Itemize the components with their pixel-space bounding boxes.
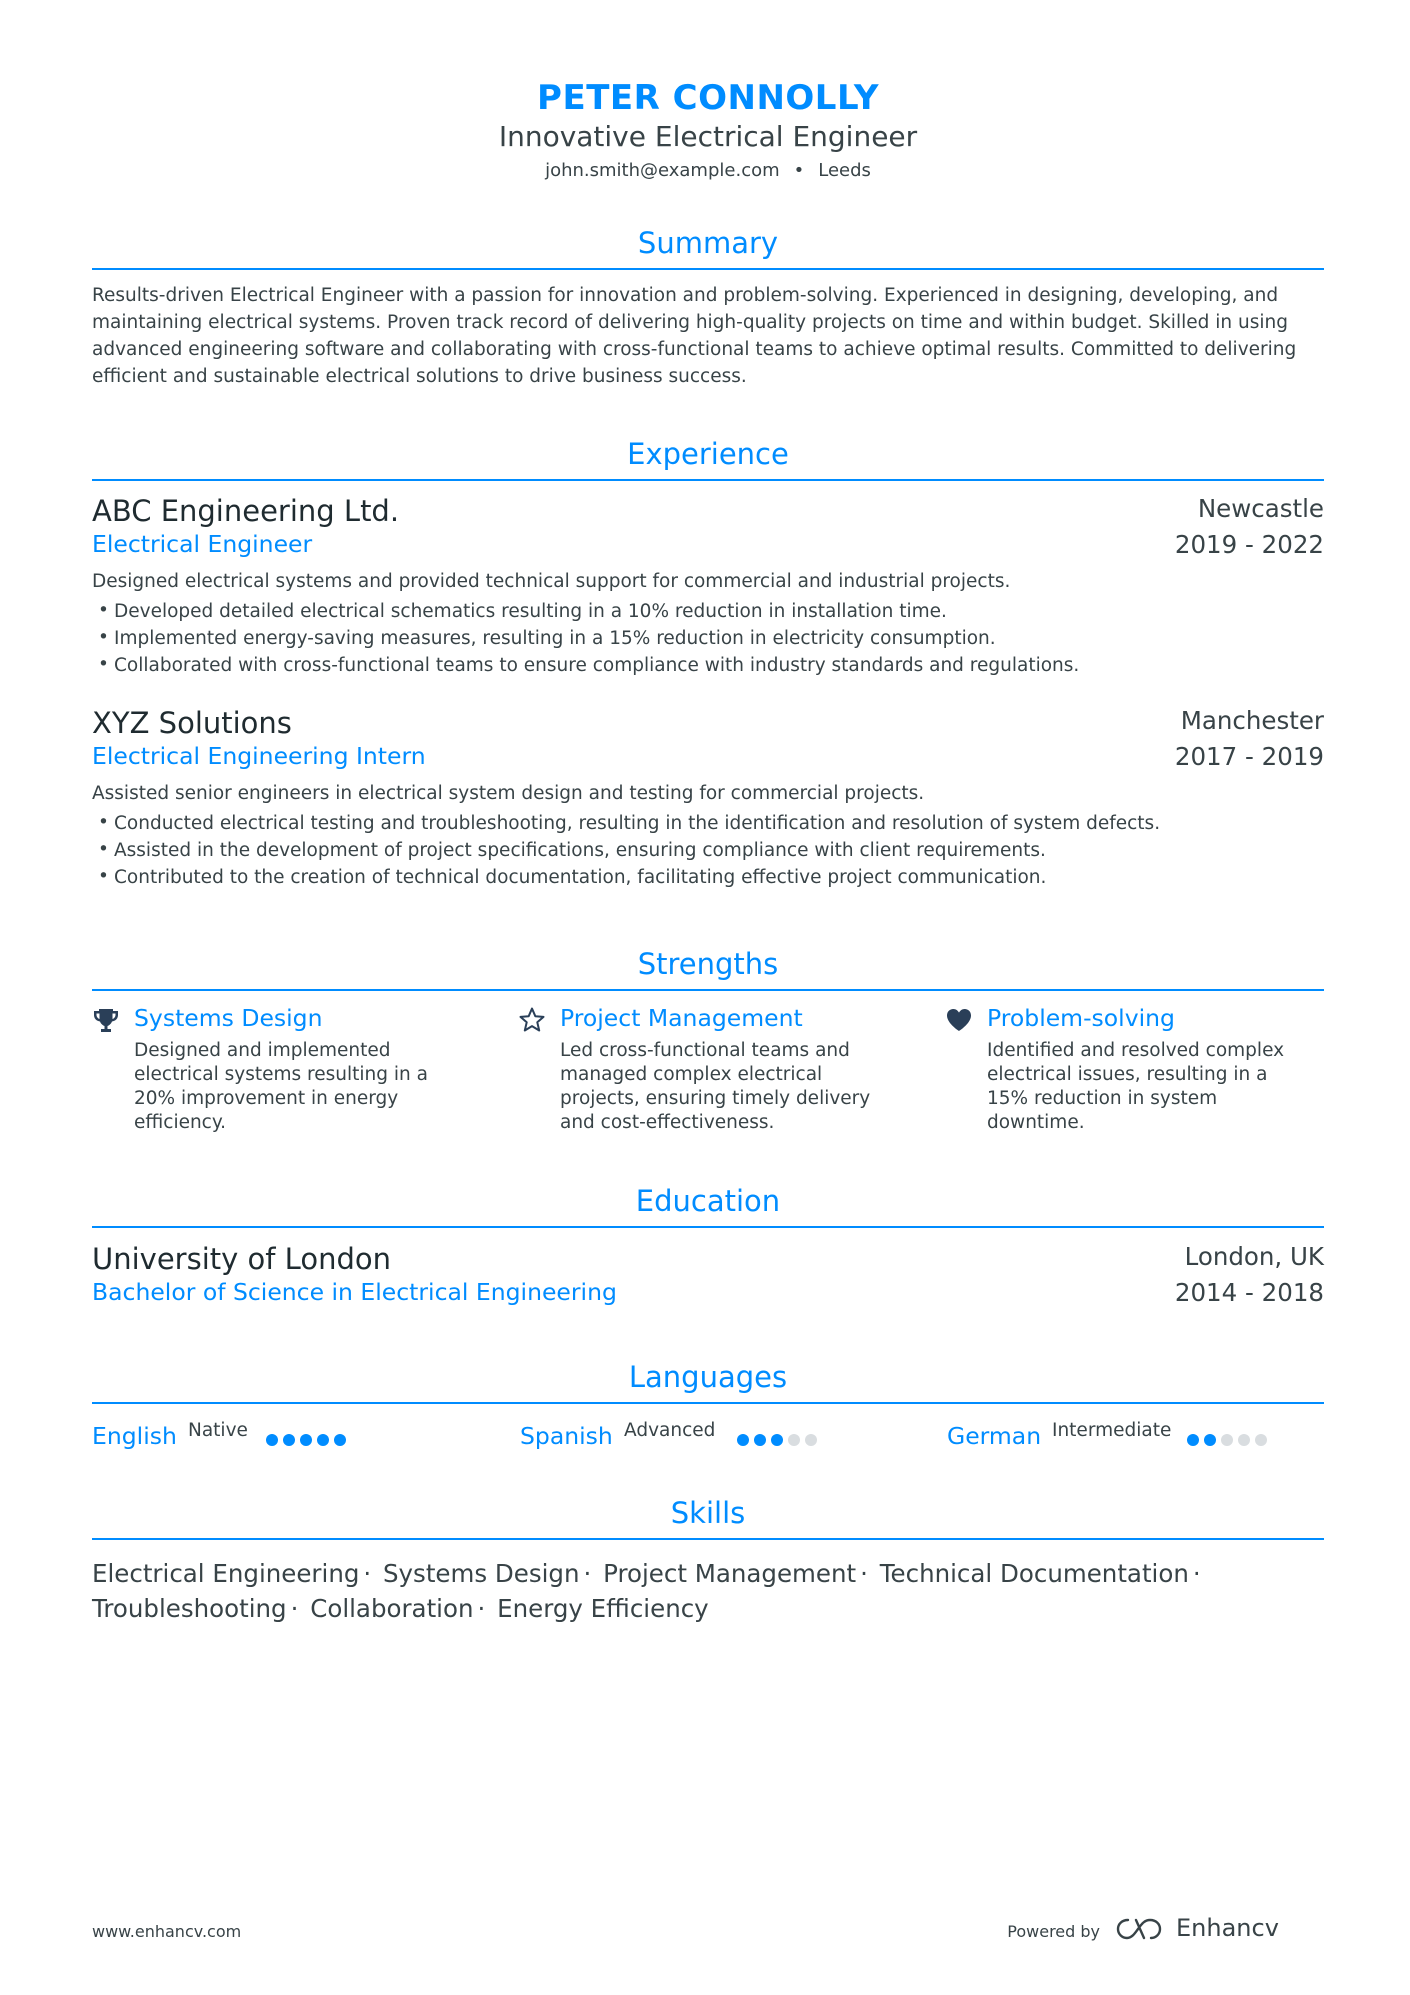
job-description: Designed electrical systems and provided technical support for commercial and industrial projects.: [92, 571, 1011, 592]
education-dates: 2014 - 2018: [1174, 1278, 1324, 1307]
skill-item: Collaboration: [310, 1594, 474, 1623]
job-bullet: • Conducted electrical testing and troubleshooting, resulting in the identification and resolution of system defects.: [92, 810, 1324, 837]
company-name: ABC Engineering Ltd.: [92, 494, 400, 528]
language-level: Advanced: [624, 1420, 716, 1441]
brand-logo[interactable]: [1114, 1914, 1314, 1944]
rating-dot: [737, 1434, 749, 1446]
languages-heading: Languages: [628, 1360, 788, 1394]
job-location: Manchester: [1180, 706, 1324, 735]
strengths-divider: [92, 989, 1324, 991]
rating-dot: [283, 1434, 295, 1446]
language-rating: [266, 1431, 351, 1443]
job-bullets: [92, 810, 1324, 891]
language-rating: [1187, 1431, 1272, 1443]
strength-description: Identified and resolved complex electrical issues, resulting in a 15% reduction in system downtime.: [987, 1040, 1285, 1133]
skill-separator: ·: [860, 1559, 868, 1588]
job-role: Electrical Engineer: [92, 530, 313, 558]
skill-separator: ·: [290, 1594, 299, 1623]
job-bullet: • Collaborated with cross-functional teams to ensure compliance with industry standards and regulations.: [92, 652, 1324, 679]
language-name: English: [92, 1422, 177, 1450]
job-role: Electrical Engineering Intern: [92, 742, 426, 770]
job-bullet: • Contributed to the creation of technical documentation, facilitating effective project communication.: [92, 864, 1324, 891]
candidate-name: PETER CONNOLLY: [537, 78, 879, 118]
skill-item: Technical Documentation: [879, 1559, 1189, 1588]
job-bullet: • Developed detailed electrical schematics resulting in a 10% reduction in installation time.: [92, 598, 1324, 625]
job-dates: 2019 - 2022: [1174, 530, 1324, 559]
strength-name: Problem-solving: [987, 1004, 1175, 1032]
summary-text: Results-driven Electrical Engineer with a passion for innovation and problem-solving. Experienced in designing, developing, and maintaining electrical systems. Proven track record of delivering high-quality projects on time and within budget. Skilled in using advanced engineering software and collaborating with cross-functional teams to achieve optimal results. Committed to delivering efficient and sustainable electrical solutions to drive business success.: [92, 285, 1297, 387]
school-location: London, UK: [1184, 1242, 1324, 1271]
experience-heading: Experience: [627, 437, 789, 471]
trophy-icon: [92, 1006, 120, 1034]
skill-separator: ·: [1192, 1559, 1201, 1588]
strengths-heading: Strengths: [637, 947, 779, 981]
job-dates: 2017 - 2019: [1174, 742, 1324, 771]
brand-name: Enhancv: [1176, 1914, 1279, 1942]
languages-divider: [92, 1402, 1324, 1404]
rating-dot: [771, 1434, 783, 1446]
star-icon: [518, 1006, 546, 1034]
skill-item: Energy Efficiency: [497, 1594, 709, 1623]
strength-name: Project Management: [560, 1004, 803, 1032]
language-level: Intermediate: [1052, 1420, 1172, 1441]
heart-icon: [945, 1006, 973, 1034]
rating-dot: [805, 1434, 817, 1446]
education-heading: Education: [635, 1184, 781, 1218]
website-link[interactable]: www.enhancv.com: [92, 1922, 242, 1941]
rating-dot: [1238, 1434, 1250, 1446]
skill-item: Troubleshooting: [92, 1594, 287, 1623]
job-bullet: • Assisted in the development of project specifications, ensuring compliance with client requirements.: [92, 837, 1324, 864]
enhancv-logo-icon: [1114, 1916, 1166, 1942]
skill-item: Systems Design: [383, 1559, 580, 1588]
job-location: Newcastle: [1197, 494, 1324, 523]
rating-dot: [317, 1434, 329, 1446]
email-link[interactable]: john.smith@example.com: [545, 160, 780, 181]
strength-name: Systems Design: [134, 1004, 323, 1032]
language-name: Spanish: [520, 1422, 613, 1450]
summary-divider: [92, 268, 1324, 270]
separator-dot: •: [793, 160, 805, 181]
location-text: Leeds: [818, 160, 871, 181]
skill-separator: ·: [583, 1559, 592, 1588]
school-name: University of London: [92, 1242, 391, 1276]
language-level: Native: [188, 1420, 248, 1441]
rating-dot: [1204, 1434, 1216, 1446]
skills-divider: [92, 1538, 1324, 1540]
rating-dot: [1221, 1434, 1233, 1446]
skill-item: Electrical Engineering: [92, 1559, 360, 1588]
job-description: Assisted senior engineers in electrical system design and testing for commercial projects.: [92, 783, 925, 804]
rating-dot: [788, 1434, 800, 1446]
education-divider: [92, 1226, 1324, 1228]
rating-dot: [1187, 1434, 1199, 1446]
rating-dot: [1255, 1434, 1267, 1446]
skills-list: [92, 1556, 1324, 1626]
rating-dot: [334, 1434, 346, 1446]
contact-line: [92, 160, 1324, 181]
rating-dot: [754, 1434, 766, 1446]
company-name: XYZ Solutions: [92, 706, 292, 740]
language-name: German: [947, 1422, 1042, 1450]
experience-divider: [92, 479, 1324, 481]
language-rating: [737, 1431, 822, 1443]
job-bullets: [92, 598, 1324, 679]
strength-description: Designed and implemented electrical systems resulting in a 20% improvement in energy efficiency.: [134, 1040, 428, 1133]
skills-heading: Skills: [670, 1496, 746, 1530]
candidate-title: Innovative Electrical Engineer: [498, 120, 918, 153]
powered-by-text: Powered by: [1007, 1922, 1100, 1941]
rating-dot: [266, 1434, 278, 1446]
rating-dot: [300, 1434, 312, 1446]
summary-heading: Summary: [637, 226, 779, 260]
job-bullet: • Implemented energy-saving measures, resulting in a 15% reduction in electricity consumption.: [92, 625, 1324, 652]
skill-item: Project Management: [603, 1559, 857, 1588]
skill-separator: ·: [477, 1594, 486, 1623]
strength-description: Led cross-functional teams and managed complex electrical projects, ensuring timely delivery and cost-effectiveness.: [560, 1040, 871, 1133]
skill-separator: ·: [363, 1559, 372, 1588]
degree-name: Bachelor of Science in Electrical Engineering: [92, 1278, 617, 1306]
